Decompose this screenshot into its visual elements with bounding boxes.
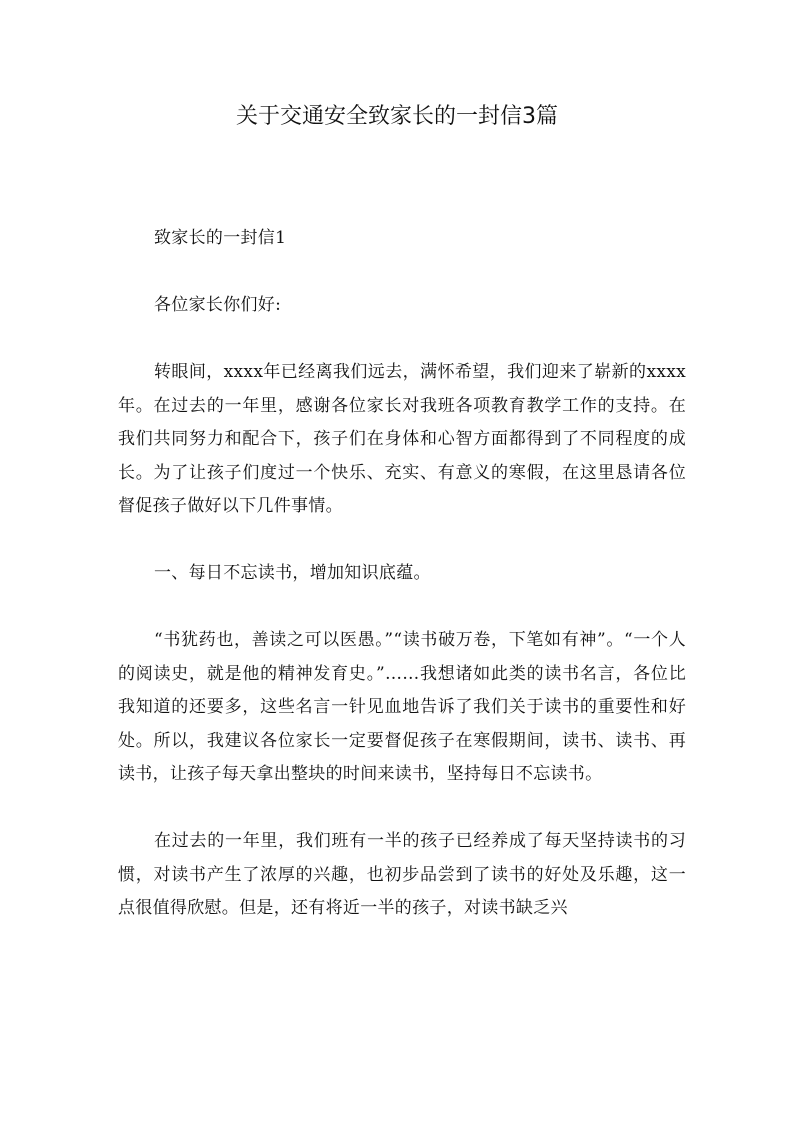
paragraph: 转眼间，xxxx年已经离我们远去，满怀希望，我们迎来了崭新的xxxx年。在过去的一年里，感谢各位家长对我班各项教育教学工作的支持。在我们共同努力和配合下，孩子们在身体和心智方面都得到了不同程度的成长。为了让孩子们度过一个快乐、充实、有意义的寒假，在这里恳请各位督促孩子做好以下几件事情。 — [118, 362, 686, 516]
section-heading: 一、每日不忘读书，增加知识底蕴。 — [154, 563, 431, 583]
document-title: 关于交通安全致家长的一封信3篇 — [236, 104, 558, 129]
paragraph: “书犹药也，善读之可以医愚。”“读书破万卷，下笔如有神”。“一个人的阅读史，就是他的精神发育史。”……我想诸如此类的读书名言，各位比我知道的还要多，这些名言一针见血地告诉了我们关于读书的重要性和好处。所以，我建议各位家长一定要督促孩子在寒假期间，读书、读书、再读书，让孩子每天拿出整块的时间来读书，坚持每日不忘读书。 — [118, 630, 686, 784]
paragraph: 在过去的一年里，我们班有一半的孩子已经养成了每天坚持读书的习惯，对读书产生了浓厚的兴趣，也初步品尝到了读书的好处及乐趣，这一点很值得欣慰。但是，还有将近一半的孩子，对读书缺乏兴 — [118, 831, 686, 918]
document-body — [118, 222, 686, 959]
salutation: 各位家长你们好: — [154, 295, 282, 315]
letter-heading: 致家长的一封信1 — [154, 228, 287, 248]
